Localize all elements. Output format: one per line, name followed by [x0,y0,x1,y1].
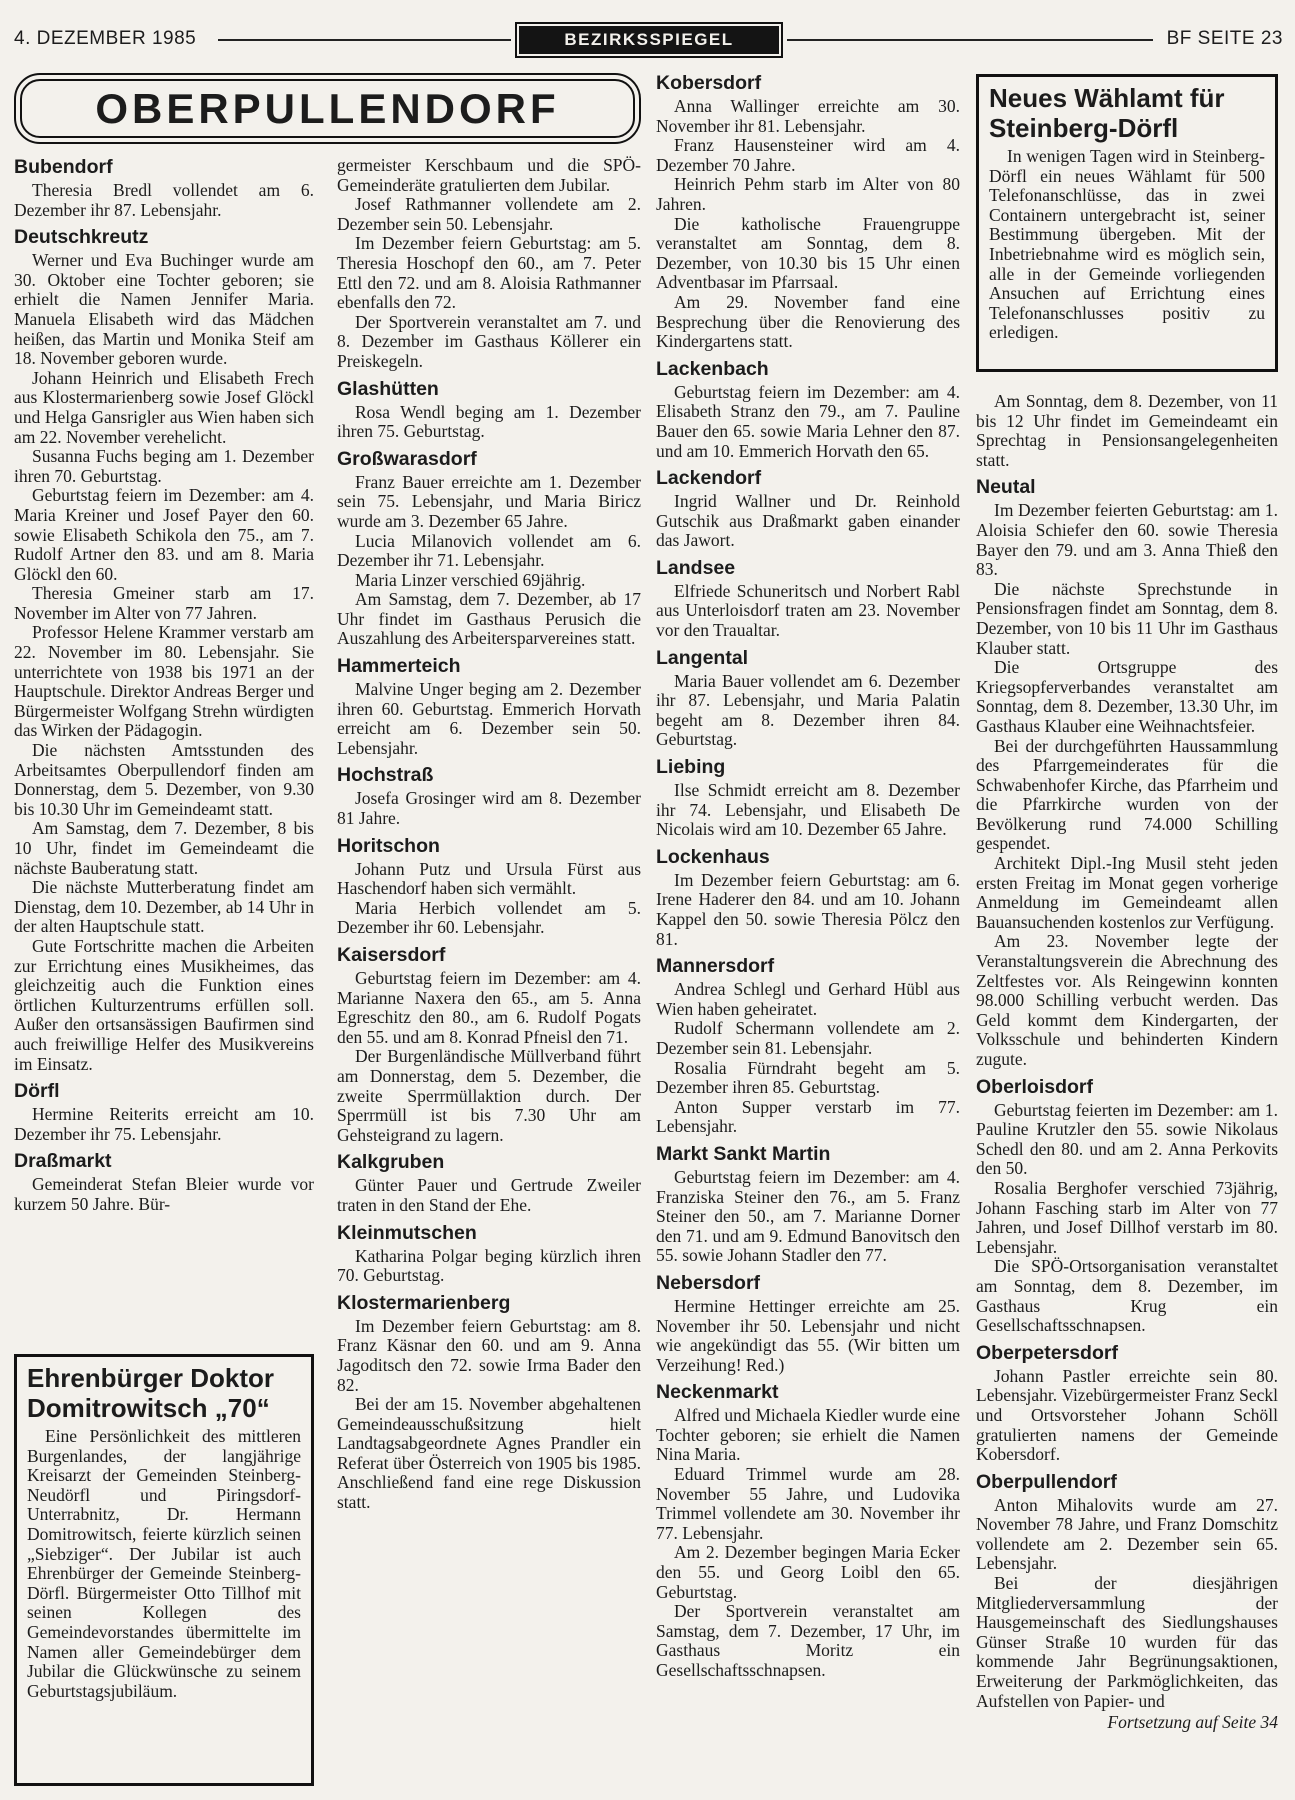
article-paragraph: Der Sportverein veranstaltet am 7. und 8. Dezember im Gasthaus Köllerer ein Preiskegeln. [337,311,641,371]
article-paragraph: Geburtstag feiern im Dezember: am 4. Maria Kreiner und Josef Payer den 60. sowie Elisabeth Schikola den 75., am 7. Rudolf Artner den 83. und am 8. Maria Glöckl den 60. [14,485,314,584]
continuation-note: Fortsetzung auf Seite 34 [1107,1712,1278,1733]
article-paragraph: Rosalia Berghofer verschied 73jährig, Johann Fasching starb im Alter von 77 Jahren, und Josef Dillhof verstarb im 80. Lebensjahr. [976,1177,1278,1257]
locality-heading: Neutal [976,476,1036,499]
locality-heading: Liebing [656,756,726,779]
article-paragraph: Maria Herbich vollendet am 5. Dezember ihr 60. Lebensjahr. [337,897,641,938]
header-rule-right [787,39,1153,41]
article-paragraph: Die katholische Frauengruppe veranstaltet am Sonntag, dem 8. Dezember, von 10.30 bis 15 Uhr einen Adventbasar im Pfarrsaal. [656,213,960,293]
article-paragraph: Ilse Schmidt erreicht am 8. Dezember ihr 74. Lebensjahr, und Elisabeth De Nicolais wird am 10. Dezember 65 Jahre. [656,780,960,840]
article-paragraph: Am 29. November fand eine Besprechung über die Renovierung des Kindergartens statt. [656,291,960,352]
article-paragraph: Bei der diesjährigen Mitgliederversammlung der Hausgemeinschaft des Siedlungshauses Günser Straße 10 wurden für das kommende Jahr Begrünungsaktionen, Erweiterung der Parkmöglichkeiten, das Aufstellen von Papier- und [976,1573,1278,1711]
article-paragraph: Eduard Trimmel wurde am 28. November 55 Jahre, und Ludovika Trimmel vollendete am 30. November ihr 77. Lebensjahr. [656,1464,960,1543]
article-paragraph: Lucia Milanovich vollendet am 6. Dezember ihr 71. Lebensjahr. [337,530,641,571]
article-paragraph: Hermine Reiterits erreicht am 10. Dezember ihr 75. Lebensjahr. [14,1104,314,1144]
article-paragraph: Anna Wallinger erreichte am 30. November ihr 81. Lebensjahr. [656,96,960,136]
locality-heading: Markt Sankt Martin [656,1142,831,1165]
waehlamt-text: In wenigen Tagen wird in Steinberg-Dörfl ein neues Wählamt für 500 Telefonanschlüsse, das in zwei Containern untergebracht ist, seiner Bestimmung übergeben. Mit der Inbetriebnahme wird es möglich sein, alle in der Gemeinde vorliegenden Ansuchen auf Errichtung eines Telefonanschlusses positiv zu erledigen. [989,146,1265,343]
issue-date: 4. DEZEMBER 1985 [14,28,197,49]
article-paragraph: Elfriede Schuneritsch und Norbert Rabl aus Unterloisdorf traten am 23. November vor den Traualtar. [656,580,960,641]
locality-heading: Horitschon [337,834,440,857]
article-paragraph: Am 2. Dezember begingen Maria Ecker den 55. und Georg Loibl den 65. Geburtstag. [656,1542,960,1602]
article-paragraph: Anton Supper verstarb im 77. Lebensjahr. [656,1096,960,1137]
column-1 [14,156,314,1215]
article-paragraph: Rosa Wendl beging am 1. Dezember ihren 75. Geburtstag. [337,401,641,442]
article-paragraph: Am 23. November legte der Veranstaltungsverein die Abrechnung des Zeltfestes vor. Als Reingewinn konnten 98.000 Schilling verbucht werden. Das Geld kommt dem Kindergarten, der Volksschule und behinderten Kindern zugute. [976,931,1278,1069]
article-paragraph: Rudolf Schermann vollendete am 2. Dezember sein 81. Lebensjahr. [656,1018,960,1058]
article-paragraph: Anton Mihalovits wurde am 27. November 78 Jahre, und Franz Domschitz vollendete am 2. Dezember sein 65. Lebensjahr. [976,1494,1278,1574]
article-paragraph: Johann Putz und Ursula Fürst aus Haschendorf haben sich vermählt. [337,858,641,899]
article-paragraph: Professor Helene Krammer verstarb am 22. November im 80. Lebensjahr. Sie unterrichtete von 1938 bis 1971 an der Hauptschule. Direktor Andreas Berger und Bürgermeister Wolfgang Strehn würdigten das Wirken der Pädagogin. [14,622,314,741]
locality-heading: Oberpullendorf [976,1470,1117,1493]
article-paragraph: Johann Heinrich und Elisabeth Frech aus Klostermarienberg sowie Josef Glöckl und Helga Gansrigler aus Wien haben sich am 22. November verehelicht. [14,367,314,447]
article-paragraph: Geburtstag feiern im Dezember: am 4. Elisabeth Stranz den 79., am 7. Pauline Bauer den 65. sowie Maria Lehner den 87. und am 10. Emmerich Horvath den 65. [656,381,960,461]
waehlamt-box [976,74,1278,372]
article-paragraph: Die nächste Sprechstunde in Pensionsfragen findet am Sonntag, dem 8. Dezember, von 10 bis 11 Uhr im Gasthaus Klauber statt. [976,578,1278,658]
article-paragraph: Malvine Unger beging am 2. Dezember ihren 60. Geburtstag. Emmerich Horvath erreicht am 6. Dezember sein 50. Lebensjahr. [337,679,641,758]
article-paragraph: Johann Pastler erreichte sein 80. Lebensjahr. Vizebürgermeister Franz Seckl und Ortsvorsteher Johann Schöll gratulierten namens der Gemeinde Kobersdorf. [976,1365,1278,1465]
section-label: BEZIRKSSPIEGEL [519,26,779,54]
district-title: OBERPULLENDORF [20,79,635,138]
article-paragraph: Katharina Polgar beging kürzlich ihren 70. Geburtstag. [337,1245,641,1286]
article-paragraph: Im Dezember feiern Geburtstag: am 8. Franz Käsnar den 60. und am 9. Anna Jagoditsch den 72. sowie Irma Bader den 82. [337,1315,641,1395]
locality-heading: Kobersdorf [656,72,762,94]
locality-heading: Großwarasdorf [337,447,477,470]
locality-heading: Lackenbach [656,357,769,380]
article-paragraph: Die Ortsgruppe des Kriegsopferverbandes veranstaltet am Sonntag, dem 8. Dezember, 13.30 Uhr, im Gasthaus Klauber eine Weihnachtsfeier. [976,657,1278,736]
column-3 [656,72,960,1681]
article-paragraph: Rosalia Fürndraht begeht am 5. Dezember ihren 85. Geburtstag. [656,1057,960,1098]
article-paragraph: Josef Rathmanner vollendete am 2. Dezember sein 50. Lebensjahr. [337,194,641,234]
locality-heading: Kleinmutschen [337,1221,477,1244]
article-paragraph: Die nächste Mutterberatung findet am Dienstag, dem 10. Dezember, ab 14 Uhr in der alten Hauptschule statt. [14,877,314,937]
article-paragraph: Susanna Fuchs beging am 1. Dezember ihren 70. Geburtstag. [14,446,314,486]
article-paragraph: Der Burgenländische Müllverband führt am Donnerstag, dem 5. Dezember, die zweite Sperrmüllaktion durch. Der Sperrmüll ist bis 7.30 Uhr am Gehsteigrand zu lagern. [337,1046,641,1145]
article-paragraph: Gemeinderat Stefan Bleier wurde vor kurzem 50 Jahre. Bür- [14,1174,314,1214]
waehlamt-headline: Neues Wählamt für Steinberg-Dörfl [989,83,1225,143]
locality-heading: Oberpetersdorf [976,1341,1118,1364]
article-paragraph: germeister Kerschbaum und die SPÖ-Gemeinderäte gratulierten dem Jubilar. [337,155,641,195]
article-paragraph: Am Samstag, dem 7. Dezember, 8 bis 10 Uhr, findet im Gemeindeamt die nächste Bauberatung statt. [14,818,314,878]
article-paragraph: Am Sonntag, dem 8. Dezember, von 11 bis 12 Uhr findet im Gemeindeamt ein Sprechtag in Pensionsangelegenheiten statt. [976,391,1278,470]
article-paragraph: Franz Bauer erreichte am 1. Dezember sein 75. Lebensjahr, und Maria Biricz wurde am 3. Dezember 65 Jahre. [337,471,641,531]
article-paragraph: Theresia Gmeiner starb am 17. November im Alter von 77 Jahren. [14,583,314,623]
article-paragraph: Bei der am 15. November abgehaltenen Gemeindeausschußsitzung hielt Landtagsabgeordnete Agnes Prandler ein Referat über Österreich von 1905 bis 1985. Anschließend fand eine rege Diskussion statt. [337,1394,641,1513]
locality-heading: Neckenmarkt [656,1381,779,1404]
locality-heading: Hammerteich [337,655,461,678]
article-paragraph: Josefa Grosinger wird am 8. Dezember 81 Jahre. [337,788,641,829]
article-paragraph: Maria Linzer verschied 69jährig. [355,569,586,590]
article-paragraph: Im Dezember feiern Geburtstag: am 5. Theresia Hoschopf den 60., am 7. Peter Ettl den 72. und am 8. Aloisia Rathmanner ebenfalls den 72. [337,233,641,313]
article-paragraph: Franz Hausensteiner wird am 4. Dezember 70 Jahre. [656,135,960,175]
locality-heading: Klostermarienberg [337,1291,511,1314]
article-paragraph: Heinrich Pehm starb im Alter von 80 Jahren. [656,174,960,214]
locality-heading: Kaisersdorf [337,944,446,966]
article-paragraph: Hermine Hettinger erreichte am 25. November ihr 50. Lebensjahr und nicht wie angekündigt das 55. (Wir bitten um Verzeihung! Red.) [656,1295,960,1375]
ehrenbuerger-box [14,1354,314,1786]
article-paragraph: Geburtstag feiern im Dezember: am 4. Franziska Steiner den 76., am 5. Franz Steiner den 50., am 7. Marianne Dorner den 71. und am 9. Edmund Banovitsch den 55. sowie Johann Stadler den 77. [656,1166,960,1266]
ehrenbuerger-text: Eine Persönlichkeit des mittleren Burgenlandes, der langjährige Kreisarzt der Gemeinden Steinberg-Neudörfl und Piringsdorf-Unterrabnitz, Dr. Hermann Domitrowitsch, feierte kürzlich seinen „Siebziger“. Der Jubilar ist auch Ehrenbürger der Gemeinde Steinberg-Dörfl. Bürgermeister Otto Tillhof mit seinen Kollegen des Gemeindevorstandes übermittelte im Namen aller Gemeindebürger dem Jubilar die Glückwünsche zu seinem Geburtstagsjubiläum. [27,1426,301,1701]
locality-heading: Hochstraß [337,764,434,787]
locality-heading: Bubendorf [14,156,113,178]
article-paragraph: Günter Pauer und Gertrude Zweiler traten in den Stand der Ehe. [337,1175,641,1215]
locality-heading: Glashütten [337,377,439,400]
locality-heading: Mannersdorf [656,955,775,978]
article-paragraph: Ingrid Wallner und Dr. Reinhold Gutschik aus Draßmarkt gaben einander das Jawort. [656,491,960,551]
locality-heading: Draßmarkt [14,1150,112,1173]
article-paragraph: Werner und Eva Buchinger wurde am 30. Oktober eine Tochter geboren; sie erhielt die Namen Jennifer Maria. Manuela Elisabeth wird das Mädchen heißen, das Martin und Monika Steif am 18. November geboren wurde. [14,250,314,369]
section-label-box [515,22,783,58]
ehrenbuerger-headline: Ehrenbürger Doktor Domitrowitsch „70“ [27,1363,275,1423]
article-paragraph: Architekt Dipl.-Ing Musil steht jeden ersten Freitag im Monat gegen vorherige Anmeldung im Gemeindeamt allen Bauansuchenden kostenlos zur Verfügung. [976,853,1278,932]
locality-heading: Langental [656,646,749,669]
locality-heading: Lackendorf [656,467,762,490]
header-rule-left [218,39,511,41]
column-2 [337,156,641,1513]
locality-heading: Nebersdorf [656,1271,761,1294]
article-paragraph: Andrea Schlegl und Gerhard Hübl aus Wien haben geheiratet. [656,979,960,1019]
article-paragraph: Die SPÖ-Ortsorganisation veranstaltet am Sonntag, dem 8. Dezember, im Gasthaus Krug ein Gesellschaftsschnapsen. [976,1256,1278,1336]
locality-heading: Kalkgruben [337,1151,445,1174]
locality-heading: Deutschkreutz [14,226,149,249]
column-4 [976,392,1278,1733]
article-paragraph: Am Samstag, dem 7. Dezember, ab 17 Uhr findet im Gasthaus Perusich die Auszahlung des Arbeitersparvereines statt. [337,589,641,649]
district-title-box [14,73,641,144]
article-paragraph: Der Sportverein veranstaltet am Samstag, dem 7. Dezember, 17 Uhr, im Gasthaus Moritz ein Gesellschaftsschnapsen. [656,1601,960,1680]
locality-heading: Dörfl [14,1080,60,1103]
locality-heading: Lockenhaus [656,845,770,868]
article-paragraph: Maria Bauer vollendet am 6. Dezember ihr 87. Lebensjahr, und Maria Palatin begeht am 8. Dezember ihren 84. Geburtstag. [656,670,960,750]
article-paragraph: Die nächsten Amtsstunden des Arbeitsamtes Oberpullendorf finden am Donnerstag, dem 5. Dezember, von 9.30 bis 10.30 Uhr im Gemeindeamt statt. [14,740,314,819]
article-paragraph: Geburtstag feiern im Dezember: am 4. Marianne Naxera den 65., am 5. Anna Egreschitz den 80., am 6. Rudolf Pogats den 55. und am 8. Konrad Pfneisl den 71. [337,968,641,1047]
page-header [0,22,1295,62]
page-number: BF SEITE 23 [1166,28,1283,49]
locality-heading: Landsee [656,556,736,579]
article-paragraph: Alfred und Michaela Kiedler wurde eine Tochter geboren; sie erhielt die Namen Nina Maria. [656,1405,960,1465]
article-paragraph: Im Dezember feiern Geburtstag: am 6. Irene Haderer den 84. und am 10. Johann Kappel den 50. sowie Theresia Pölcz den 81. [656,869,960,949]
article-paragraph: Bei der durchgeführten Haussammlung des Pfarrgemeinderates für die Schwabenhofer Kirche, das Pfarrheim und die Pfarrkirche wurden von der Bevölkerung rund 74.000 Schilling gespendet. [976,735,1278,854]
article-paragraph: Geburtstag feierten im Dezember: am 1. Pauline Krutzler den 55. sowie Nikolaus Schedl den 80. und am 2. Anna Perkovits den 50. [976,1099,1278,1179]
article-paragraph: Im Dezember feierten Geburtstag: am 1. Aloisia Schiefer den 60. sowie Theresia Bayer den 79. und am 3. Anna Thieß den 83. [976,500,1278,580]
locality-heading: Oberloisdorf [976,1075,1094,1098]
article-paragraph: Theresia Bredl vollendet am 6. Dezember ihr 87. Lebensjahr. [14,180,314,220]
article-paragraph: Gute Fortschritte machen die Arbeiten zur Errichtung eines Musikheimes, das gleichzeitig auch die Funktion eines örtlichen Kulturzentrums erfüllen soll. Außer den ortsansässigen Baufirmen sind auch freiwillige Helfer des Musikvereins im Einsatz. [14,935,314,1074]
